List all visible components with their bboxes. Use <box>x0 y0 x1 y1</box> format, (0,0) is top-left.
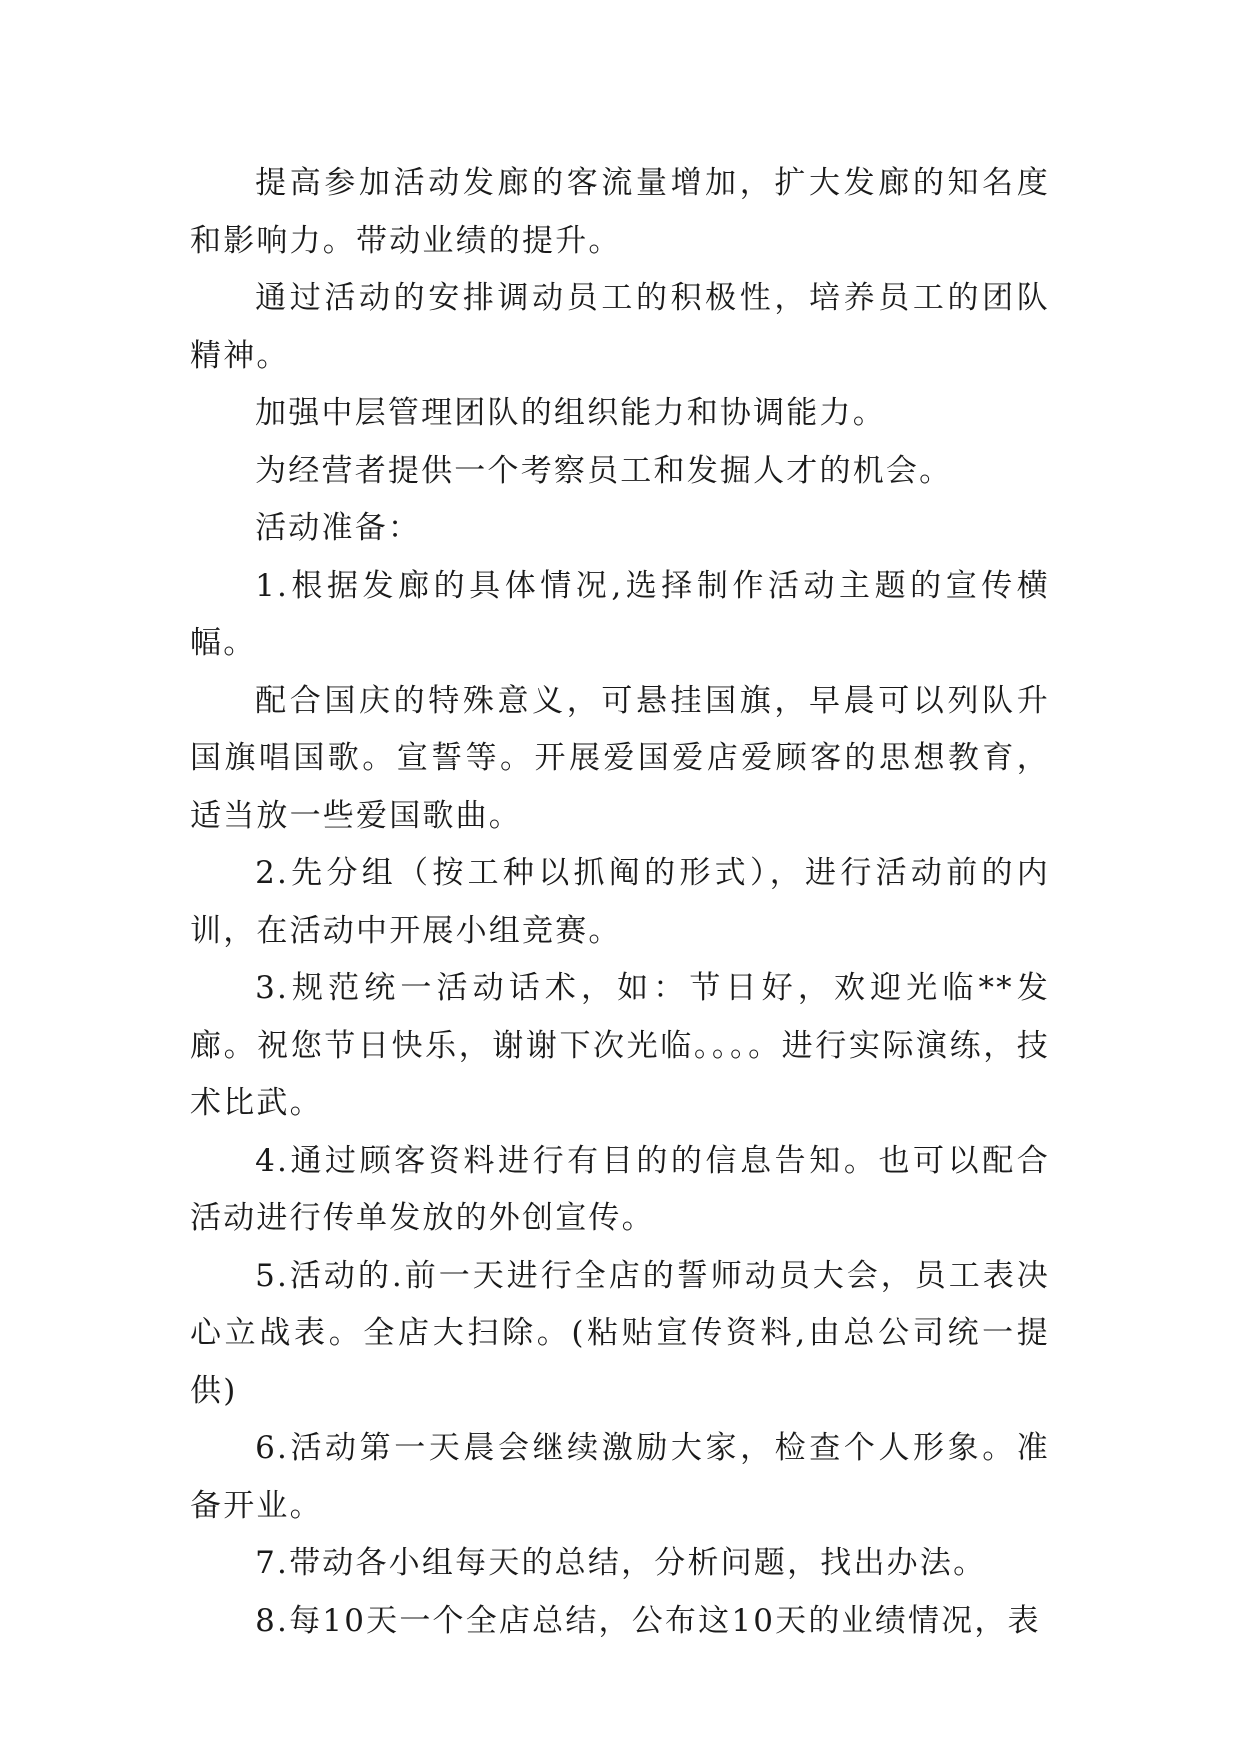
paragraph: 配合国庆的特殊意义，可悬挂国旗，早晨可以列队升国旗唱国歌。宣誓等。开展爱国爱店爱顾客的思想教育，适当放一些爱国歌曲。 <box>190 682 1050 834</box>
list-item: 6.活动第一天晨会继续激励大家，检查个人形象。准备开业。 <box>190 1430 1050 1524</box>
paragraph: 通过活动的安排调动员工的积极性，培养员工的团队精神。 <box>190 280 1050 374</box>
list-item: 1.根据发廊的具体情况,选择制作活动主题的宣传横幅。 <box>190 567 1050 661</box>
list-item: 2.先分组（按工种以抓阄的形式），进行活动前的内训，在活动中开展小组竞赛。 <box>190 855 1050 949</box>
list-item: 5.活动的.前一天进行全店的誓师动员大会，员工表决心立战表。全店大扫除。(粘贴宣传资料,由总公司统一提供) <box>190 1257 1050 1409</box>
section-heading: 活动准备： <box>255 510 422 546</box>
list-item: 7.带动各小组每天的总结，分析问题，找出办法。 <box>255 1545 987 1581</box>
list-item: 4.通过顾客资料进行有目的的信息告知。也可以配合活动进行传单发放的外创宣传。 <box>190 1142 1050 1236</box>
paragraph: 为经营者提供一个考察员工和发掘人才的机会。 <box>255 452 953 489</box>
list-item: 8.每10天一个全店总结，公布这10天的业绩情况，表 <box>255 1602 1041 1639</box>
list-item: 3.规范统一活动话术，如：节日好，欢迎光临**发廊。祝您节日快乐，谢谢下次光临。。。。进行实际演练，技术比武。 <box>190 970 1050 1121</box>
document-body <box>190 155 1050 1650</box>
paragraph: 提高参加活动发廊的客流量增加，扩大发廊的知名度和影响力。带动业绩的提升。 <box>190 165 1050 259</box>
paragraph: 加强中层管理团队的组织能力和协调能力。 <box>255 395 886 431</box>
